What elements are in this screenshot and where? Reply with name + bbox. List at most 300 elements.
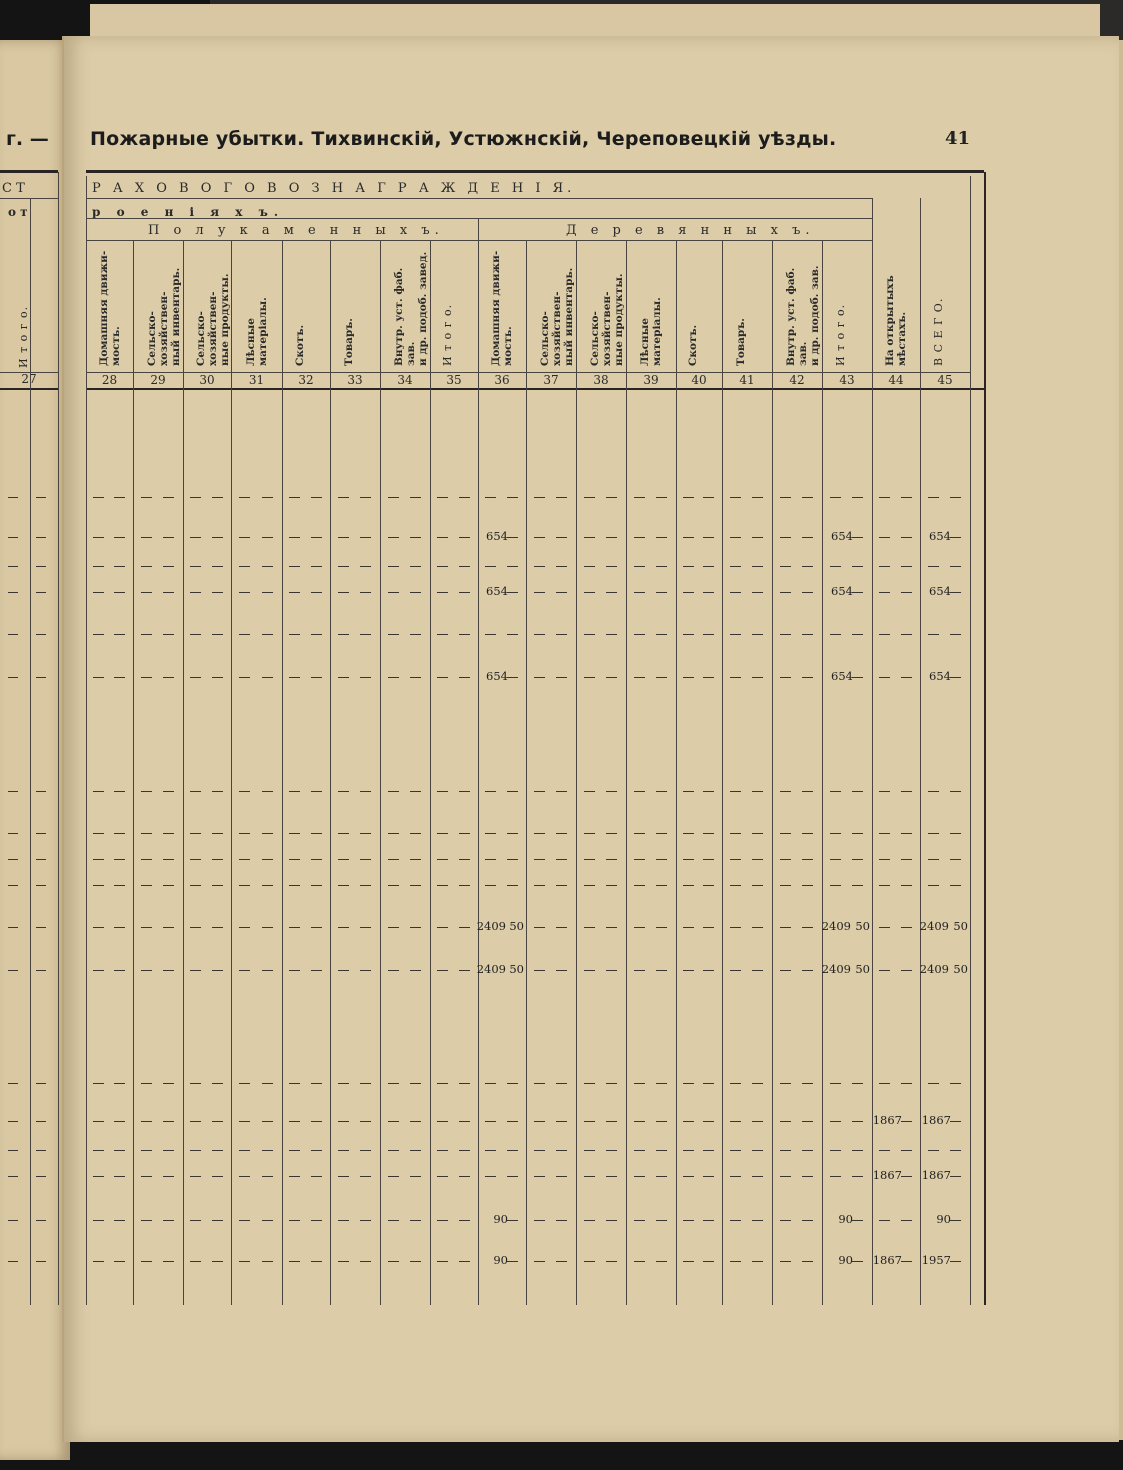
column-header: Домашняя движи- мость.: [490, 250, 514, 366]
empty-cell-dash: [388, 833, 399, 834]
empty-cell-dash: [311, 537, 322, 538]
empty-cell-dash: [606, 1083, 617, 1084]
left-table-dash: [8, 677, 18, 678]
left-page-edge: [0, 40, 70, 1460]
empty-cell-dash: [703, 634, 714, 635]
empty-cell-dash: [606, 885, 617, 886]
empty-cell-dash: [879, 970, 890, 971]
empty-cell-dash: [93, 885, 104, 886]
empty-cell-dash: [239, 927, 250, 928]
empty-cell-dash: [239, 791, 250, 792]
empty-cell-dash: [239, 497, 250, 498]
left-table-dash: [8, 1176, 18, 1177]
column-rule: [772, 240, 773, 1305]
empty-cell-dash: [190, 1261, 201, 1262]
empty-cell-dash: [410, 537, 421, 538]
left-table-dash: [8, 1121, 18, 1122]
empty-cell-dash: [311, 833, 322, 834]
cell-value: 1867: [921, 1113, 951, 1127]
empty-cell-dash: [410, 677, 421, 678]
empty-cell-dash: [338, 859, 349, 860]
empty-cell-dash: [634, 859, 645, 860]
empty-cell-dash: [163, 833, 174, 834]
empty-cell-dash: [163, 970, 174, 971]
empty-cell-dash: [656, 885, 667, 886]
empty-cell-dash: [114, 970, 125, 971]
empty-cell-dash: [901, 970, 912, 971]
empty-cell-dash: [802, 970, 813, 971]
left-table-dash: [36, 1121, 46, 1122]
left-table-dash: [8, 1150, 18, 1151]
empty-cell-dash: [163, 537, 174, 538]
empty-cell-dash: [262, 566, 273, 567]
empty-cell-dash: [388, 566, 399, 567]
empty-cell-dash: [950, 885, 961, 886]
empty-cell-dash: [190, 497, 201, 498]
empty-cell-dash: [584, 1176, 595, 1177]
empty-cell-dash: [239, 537, 250, 538]
empty-cell-dash: [703, 1261, 714, 1262]
empty-cell-dash: [584, 497, 595, 498]
empty-cell-dash: [141, 566, 152, 567]
cell-value: 2409: [919, 962, 949, 976]
empty-cell-dash: [163, 859, 174, 860]
empty-cell-dash: [239, 1220, 250, 1221]
empty-cell-dash: [852, 1121, 863, 1122]
column-header: В С Е Г О.: [932, 297, 945, 366]
empty-cell-dash: [802, 927, 813, 928]
empty-cell-dash: [114, 497, 125, 498]
empty-cell-dash: [289, 1220, 300, 1221]
left-table-dash: [36, 1220, 46, 1221]
header-rule-top-left: [0, 170, 58, 173]
empty-cell-dash: [730, 497, 741, 498]
empty-cell-dash: [338, 833, 349, 834]
empty-cell-dash: [289, 566, 300, 567]
empty-cell-dash: [780, 927, 791, 928]
empty-cell-dash: [410, 1176, 421, 1177]
empty-cell-dash: [606, 970, 617, 971]
empty-cell-dash: [606, 1261, 617, 1262]
empty-cell-dash: [388, 1083, 399, 1084]
left-table-dash: [8, 497, 18, 498]
empty-cell-dash: [338, 1150, 349, 1151]
empty-cell-dash: [584, 592, 595, 593]
empty-cell-dash: [556, 791, 567, 792]
empty-cell-dash: [852, 592, 863, 593]
empty-cell-dash: [802, 833, 813, 834]
empty-cell-dash: [780, 1150, 791, 1151]
empty-cell-dash: [437, 833, 448, 834]
empty-cell-dash: [360, 927, 371, 928]
empty-cell-dash: [950, 566, 961, 567]
column-number: 34: [397, 373, 413, 387]
empty-cell-dash: [780, 1176, 791, 1177]
empty-cell-dash: [338, 1220, 349, 1221]
empty-cell-dash: [190, 1121, 201, 1122]
empty-cell-dash: [950, 1121, 961, 1122]
empty-cell-dash: [93, 1083, 104, 1084]
empty-cell-dash: [163, 791, 174, 792]
header-rule-group: [86, 198, 872, 199]
empty-cell-dash: [901, 885, 912, 886]
empty-cell-dash: [534, 833, 545, 834]
empty-cell-dash: [289, 1121, 300, 1122]
empty-cell-dash: [703, 497, 714, 498]
empty-cell-dash: [239, 859, 250, 860]
empty-cell-dash: [289, 537, 300, 538]
empty-cell-dash: [459, 566, 470, 567]
empty-cell-dash: [289, 634, 300, 635]
column-rule: [231, 240, 232, 1305]
empty-cell-dash: [459, 1261, 470, 1262]
empty-cell-dash: [634, 592, 645, 593]
empty-cell-dash: [190, 1176, 201, 1177]
empty-cell-dash: [485, 885, 496, 886]
empty-cell-dash: [437, 1176, 448, 1177]
empty-cell-dash: [141, 833, 152, 834]
left-body-rule: [0, 388, 58, 390]
empty-cell-dash: [338, 791, 349, 792]
empty-cell-dash: [141, 592, 152, 593]
empty-cell-dash: [656, 677, 667, 678]
cell-value: 654: [929, 529, 951, 543]
column-rule: [722, 240, 723, 1305]
empty-cell-dash: [289, 1176, 300, 1177]
empty-cell-dash: [683, 833, 694, 834]
empty-cell-dash: [703, 833, 714, 834]
empty-cell-dash: [141, 791, 152, 792]
empty-cell-dash: [410, 927, 421, 928]
empty-cell-dash: [879, 791, 890, 792]
empty-cell-dash: [830, 1083, 841, 1084]
left-table-dash: [36, 970, 46, 971]
empty-cell-dash: [928, 833, 939, 834]
empty-cell-dash: [507, 791, 518, 792]
empty-cell-dash: [584, 859, 595, 860]
empty-cell-dash: [730, 537, 741, 538]
empty-cell-dash: [114, 1150, 125, 1151]
empty-cell-dash: [410, 1150, 421, 1151]
column-number: 42: [789, 373, 805, 387]
empty-cell-dash: [802, 634, 813, 635]
empty-cell-dash: [802, 1150, 813, 1151]
empty-cell-dash: [485, 833, 496, 834]
empty-cell-dash: [656, 1220, 667, 1221]
empty-cell-dash: [360, 1261, 371, 1262]
empty-cell-dash: [163, 634, 174, 635]
empty-cell-dash: [459, 1150, 470, 1151]
empty-cell-dash: [852, 497, 863, 498]
empty-cell-dash: [311, 1150, 322, 1151]
left-table-dash: [8, 970, 18, 971]
empty-cell-dash: [190, 927, 201, 928]
left-table-dash: [36, 833, 46, 834]
empty-cell-dash: [703, 970, 714, 971]
empty-cell-dash: [93, 592, 104, 593]
empty-cell-dash: [437, 537, 448, 538]
empty-cell-dash: [534, 1083, 545, 1084]
empty-cell-dash: [634, 677, 645, 678]
empty-cell-dash: [141, 927, 152, 928]
empty-cell-dash: [730, 1176, 741, 1177]
empty-cell-dash: [262, 1150, 273, 1151]
empty-cell-dash: [239, 1083, 250, 1084]
empty-cell-dash: [459, 970, 470, 971]
empty-cell-dash: [262, 1083, 273, 1084]
empty-cell-dash: [410, 1083, 421, 1084]
left-table-dash: [36, 927, 46, 928]
empty-cell-dash: [141, 859, 152, 860]
empty-cell-dash: [437, 791, 448, 792]
left-table-dash: [36, 634, 46, 635]
column-number: 30: [199, 373, 215, 387]
empty-cell-dash: [93, 634, 104, 635]
left-column-rule: [30, 198, 31, 1305]
column-rule: [526, 240, 527, 1305]
left-fragment-heading: С Т: [2, 181, 25, 196]
empty-cell-dash: [752, 1220, 763, 1221]
empty-cell-dash: [584, 566, 595, 567]
empty-cell-dash: [752, 1150, 763, 1151]
table-right-border: [984, 172, 986, 1305]
empty-cell-dash: [212, 1150, 223, 1151]
cell-value: 90: [838, 1212, 853, 1226]
empty-cell-dash: [262, 859, 273, 860]
empty-cell-dash: [459, 927, 470, 928]
empty-cell-dash: [634, 634, 645, 635]
empty-cell-dash: [289, 927, 300, 928]
empty-cell-dash: [634, 1121, 645, 1122]
empty-cell-dash: [311, 1220, 322, 1221]
empty-cell-dash: [459, 1121, 470, 1122]
column-header: И т о г о.: [834, 303, 847, 366]
empty-cell-dash: [338, 566, 349, 567]
empty-cell-dash: [114, 566, 125, 567]
empty-cell-dash: [852, 1083, 863, 1084]
empty-cell-dash: [114, 859, 125, 860]
empty-cell-dash: [338, 677, 349, 678]
empty-cell-dash: [141, 537, 152, 538]
empty-cell-dash: [683, 592, 694, 593]
empty-cell-dash: [141, 1261, 152, 1262]
empty-cell-dash: [950, 859, 961, 860]
column-header: Внутр. уст. фаб. зав. и др. подоб. зав.: [785, 265, 821, 366]
empty-cell-dash: [534, 791, 545, 792]
empty-cell-dash: [802, 1121, 813, 1122]
cell-value: 2409: [821, 962, 851, 976]
column-rule: [330, 240, 331, 1305]
empty-cell-dash: [212, 677, 223, 678]
empty-cell-dash: [852, 885, 863, 886]
cell-value: 654: [831, 669, 853, 683]
empty-cell-dash: [879, 1150, 890, 1151]
empty-cell-dash: [683, 1083, 694, 1084]
empty-cell-dash: [950, 1176, 961, 1177]
column-header: Лѣсные матеріалы.: [639, 297, 663, 366]
empty-cell-dash: [852, 537, 863, 538]
empty-cell-dash: [683, 1121, 694, 1122]
column-header: Сельско-хозяйствен- ный инвентарь.: [146, 267, 182, 366]
empty-cell-dash: [683, 970, 694, 971]
empty-cell-dash: [437, 1261, 448, 1262]
empty-cell-dash: [656, 791, 667, 792]
cell-value: 2409: [476, 962, 506, 976]
empty-cell-dash: [950, 592, 961, 593]
empty-cell-dash: [802, 885, 813, 886]
empty-cell-dash: [556, 885, 567, 886]
empty-cell-dash: [928, 1083, 939, 1084]
table-group-subtitle: р о е н і я х ъ.: [92, 205, 285, 219]
empty-cell-dash: [730, 970, 741, 971]
column-number: 35: [446, 373, 462, 387]
empty-cell-dash: [879, 537, 890, 538]
empty-cell-dash: [410, 833, 421, 834]
empty-cell-dash: [262, 970, 273, 971]
empty-cell-dash: [190, 537, 201, 538]
column-rule: [676, 240, 677, 1305]
empty-cell-dash: [852, 1220, 863, 1221]
left-table-dash: [8, 859, 18, 860]
left-table-dash: [8, 833, 18, 834]
empty-cell-dash: [752, 634, 763, 635]
empty-cell-dash: [703, 885, 714, 886]
empty-cell-dash: [338, 497, 349, 498]
column-number: 32: [298, 373, 314, 387]
empty-cell-dash: [901, 497, 912, 498]
column-number: 43: [839, 373, 855, 387]
empty-cell-dash: [262, 634, 273, 635]
empty-cell-dash: [212, 1176, 223, 1177]
left-table-dash: [8, 537, 18, 538]
empty-cell-dash: [752, 497, 763, 498]
empty-cell-dash: [852, 859, 863, 860]
column-number: 28: [101, 373, 118, 387]
empty-cell-dash: [703, 1121, 714, 1122]
empty-cell-dash: [507, 1150, 518, 1151]
empty-cell-dash: [879, 833, 890, 834]
empty-cell-dash: [388, 1220, 399, 1221]
empty-cell-dash: [141, 970, 152, 971]
empty-cell-dash: [289, 859, 300, 860]
empty-cell-dash: [190, 634, 201, 635]
empty-cell-dash: [437, 634, 448, 635]
empty-cell-dash: [802, 859, 813, 860]
empty-cell-dash: [928, 791, 939, 792]
empty-cell-dash: [683, 927, 694, 928]
empty-cell-dash: [852, 1261, 863, 1262]
empty-cell-dash: [485, 1176, 496, 1177]
empty-cell-dash: [634, 1083, 645, 1084]
empty-cell-dash: [634, 566, 645, 567]
empty-cell-dash: [388, 1176, 399, 1177]
empty-cell-dash: [289, 677, 300, 678]
empty-cell-dash: [141, 885, 152, 886]
column-number: 39: [643, 373, 659, 387]
empty-cell-dash: [606, 1176, 617, 1177]
empty-cell-dash: [239, 1176, 250, 1177]
empty-cell-dash: [190, 885, 201, 886]
empty-cell-dash: [950, 497, 961, 498]
column-header: Сельско-хозяйствен- ные продукты.: [195, 273, 231, 366]
empty-cell-dash: [780, 833, 791, 834]
empty-cell-dash: [485, 1083, 496, 1084]
empty-cell-dash: [901, 537, 912, 538]
empty-cell-dash: [507, 1083, 518, 1084]
column-number: 33: [347, 373, 363, 387]
empty-cell-dash: [239, 566, 250, 567]
empty-cell-dash: [93, 970, 104, 971]
empty-cell-dash: [163, 497, 174, 498]
empty-cell-dash: [852, 791, 863, 792]
column-header: Товаръ.: [343, 318, 355, 366]
empty-cell-dash: [752, 885, 763, 886]
empty-cell-dash: [459, 537, 470, 538]
empty-cell-dash: [93, 537, 104, 538]
left-table-dash: [36, 791, 46, 792]
empty-cell-dash: [459, 677, 470, 678]
empty-cell-dash: [683, 1150, 694, 1151]
empty-cell-dash: [437, 1150, 448, 1151]
empty-cell-dash: [584, 537, 595, 538]
empty-cell-dash: [634, 1176, 645, 1177]
empty-cell-dash: [683, 791, 694, 792]
empty-cell-dash: [388, 791, 399, 792]
empty-cell-dash: [93, 1121, 104, 1122]
empty-cell-dash: [507, 1261, 518, 1262]
empty-cell-dash: [459, 1176, 470, 1177]
column-rule: [133, 240, 134, 1305]
empty-cell-dash: [802, 1220, 813, 1221]
empty-cell-dash: [459, 885, 470, 886]
column-header: Лѣсные матеріалы.: [244, 297, 269, 366]
column-rule: [86, 176, 87, 1305]
empty-cell-dash: [752, 592, 763, 593]
empty-cell-dash: [606, 1150, 617, 1151]
column-rule: [872, 198, 873, 1305]
column-rule: [430, 240, 431, 1305]
column-number: 40: [691, 373, 707, 387]
empty-cell-dash: [584, 677, 595, 678]
empty-cell-dash: [388, 859, 399, 860]
cell-value-kopecks: 50: [855, 962, 870, 976]
empty-cell-dash: [410, 970, 421, 971]
column-header: И т о г о.: [441, 303, 454, 366]
empty-cell-dash: [507, 497, 518, 498]
empty-cell-dash: [901, 1121, 912, 1122]
left-table-dash: [8, 1220, 18, 1221]
empty-cell-dash: [534, 566, 545, 567]
empty-cell-dash: [262, 1261, 273, 1262]
empty-cell-dash: [93, 791, 104, 792]
empty-cell-dash: [730, 1261, 741, 1262]
empty-cell-dash: [459, 859, 470, 860]
empty-cell-dash: [141, 1083, 152, 1084]
empty-cell-dash: [388, 1261, 399, 1262]
empty-cell-dash: [730, 1083, 741, 1084]
empty-cell-dash: [212, 1261, 223, 1262]
empty-cell-dash: [656, 970, 667, 971]
empty-cell-dash: [852, 634, 863, 635]
empty-cell-dash: [606, 859, 617, 860]
empty-cell-dash: [163, 566, 174, 567]
empty-cell-dash: [93, 677, 104, 678]
cell-value: 654: [929, 669, 951, 683]
empty-cell-dash: [262, 1176, 273, 1177]
empty-cell-dash: [163, 1176, 174, 1177]
empty-cell-dash: [190, 592, 201, 593]
empty-cell-dash: [437, 1121, 448, 1122]
